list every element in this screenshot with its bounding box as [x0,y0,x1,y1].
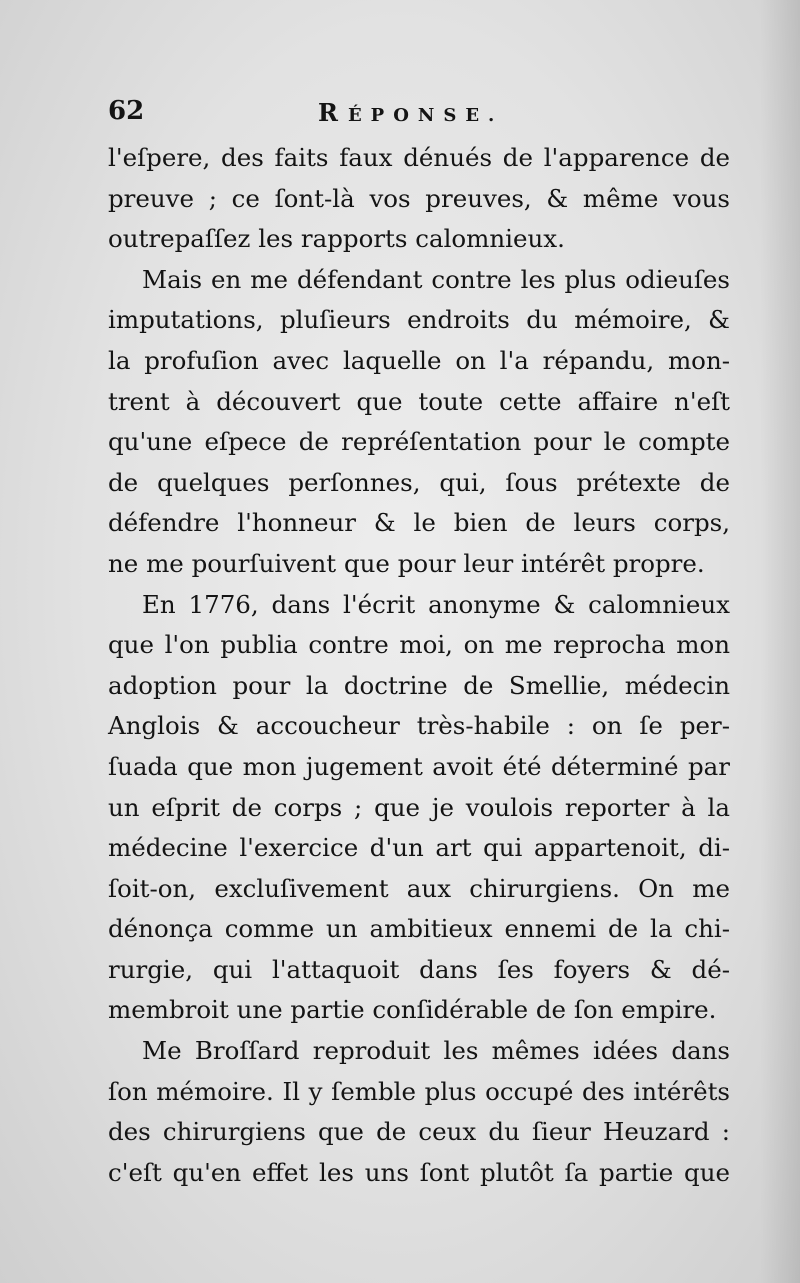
text-line: Me Broſſard reproduit les mêmes idées dans [142,1036,730,1066]
text-line: dénonça comme un ambitieux ennemi de la chi- [108,914,730,944]
text-line: ne me pourſuivent que pour leur intérêt propre. [108,548,705,578]
text-line: outrepaſſez les rapports calomnieux. [108,224,565,254]
text-line: un eſprit de corps ; que je voulois reporter à la [108,792,730,822]
text-line: que l'on publia contre moi, on me reprocha mon [108,630,730,660]
text-line: ſuada que mon jugement avoit été déterminé par [108,751,730,781]
page-edge-shadow [760,0,800,1283]
text-line: défendre l'honneur & le bien de leurs corps, [108,508,730,538]
text-line: qu'une eſpece de repréſentation pour le compte [108,427,730,457]
text-line: Mais en me défendant contre les plus odieuſes [142,264,730,294]
running-head-rest: ÉPONSE. [347,105,504,126]
text-line: preuve ; ce ſont-là vos preuves, & même vous [108,183,730,213]
text-line: Anglois & accoucheur très-habile : on ſe per- [108,711,730,741]
page-number: 62 [108,96,145,126]
text-line: des chirurgiens que de ceux du ſieur Heuzard : [108,1117,730,1147]
text-line: ſoit-on, excluſivement aux chirurgiens. On me [108,873,730,903]
text-line: ſon mémoire. Il y ſemble plus occupé des intérêts [108,1076,730,1106]
text-line: médecine l'exercice d'un art qui appartenoit, di- [108,833,730,863]
text-line: la profuſion avec laquelle on l'a répandu, mon- [108,345,730,375]
page-header [108,96,728,136]
text-line: En 1776, dans l'écrit anonyme & calomnieux [142,589,730,619]
text-line: membroit une partie conſidérable de ſon empire. [108,995,717,1025]
text-line: imputations, pluſieurs endroits du mémoire, & [108,305,730,335]
text-line: de quelques perſonnes, qui, ſous prétexte de [108,467,730,497]
text-line: adoption pour la doctrine de Smellie, médecin [108,670,730,700]
text-line: rurgie, qui l'attaquoit dans ſes foyers & dé- [108,954,730,984]
running-head [318,98,503,127]
text-line: trent à découvert que toute cette affaire n'eſt [108,386,730,416]
running-head-initial: R [318,98,348,127]
text-line: l'eſpere, des faits faux dénués de l'apparence de [108,143,730,172]
text-line: c'eſt qu'en effet les uns ſont plutôt ſa partie que [108,1157,730,1187]
body-text [108,138,730,1193]
